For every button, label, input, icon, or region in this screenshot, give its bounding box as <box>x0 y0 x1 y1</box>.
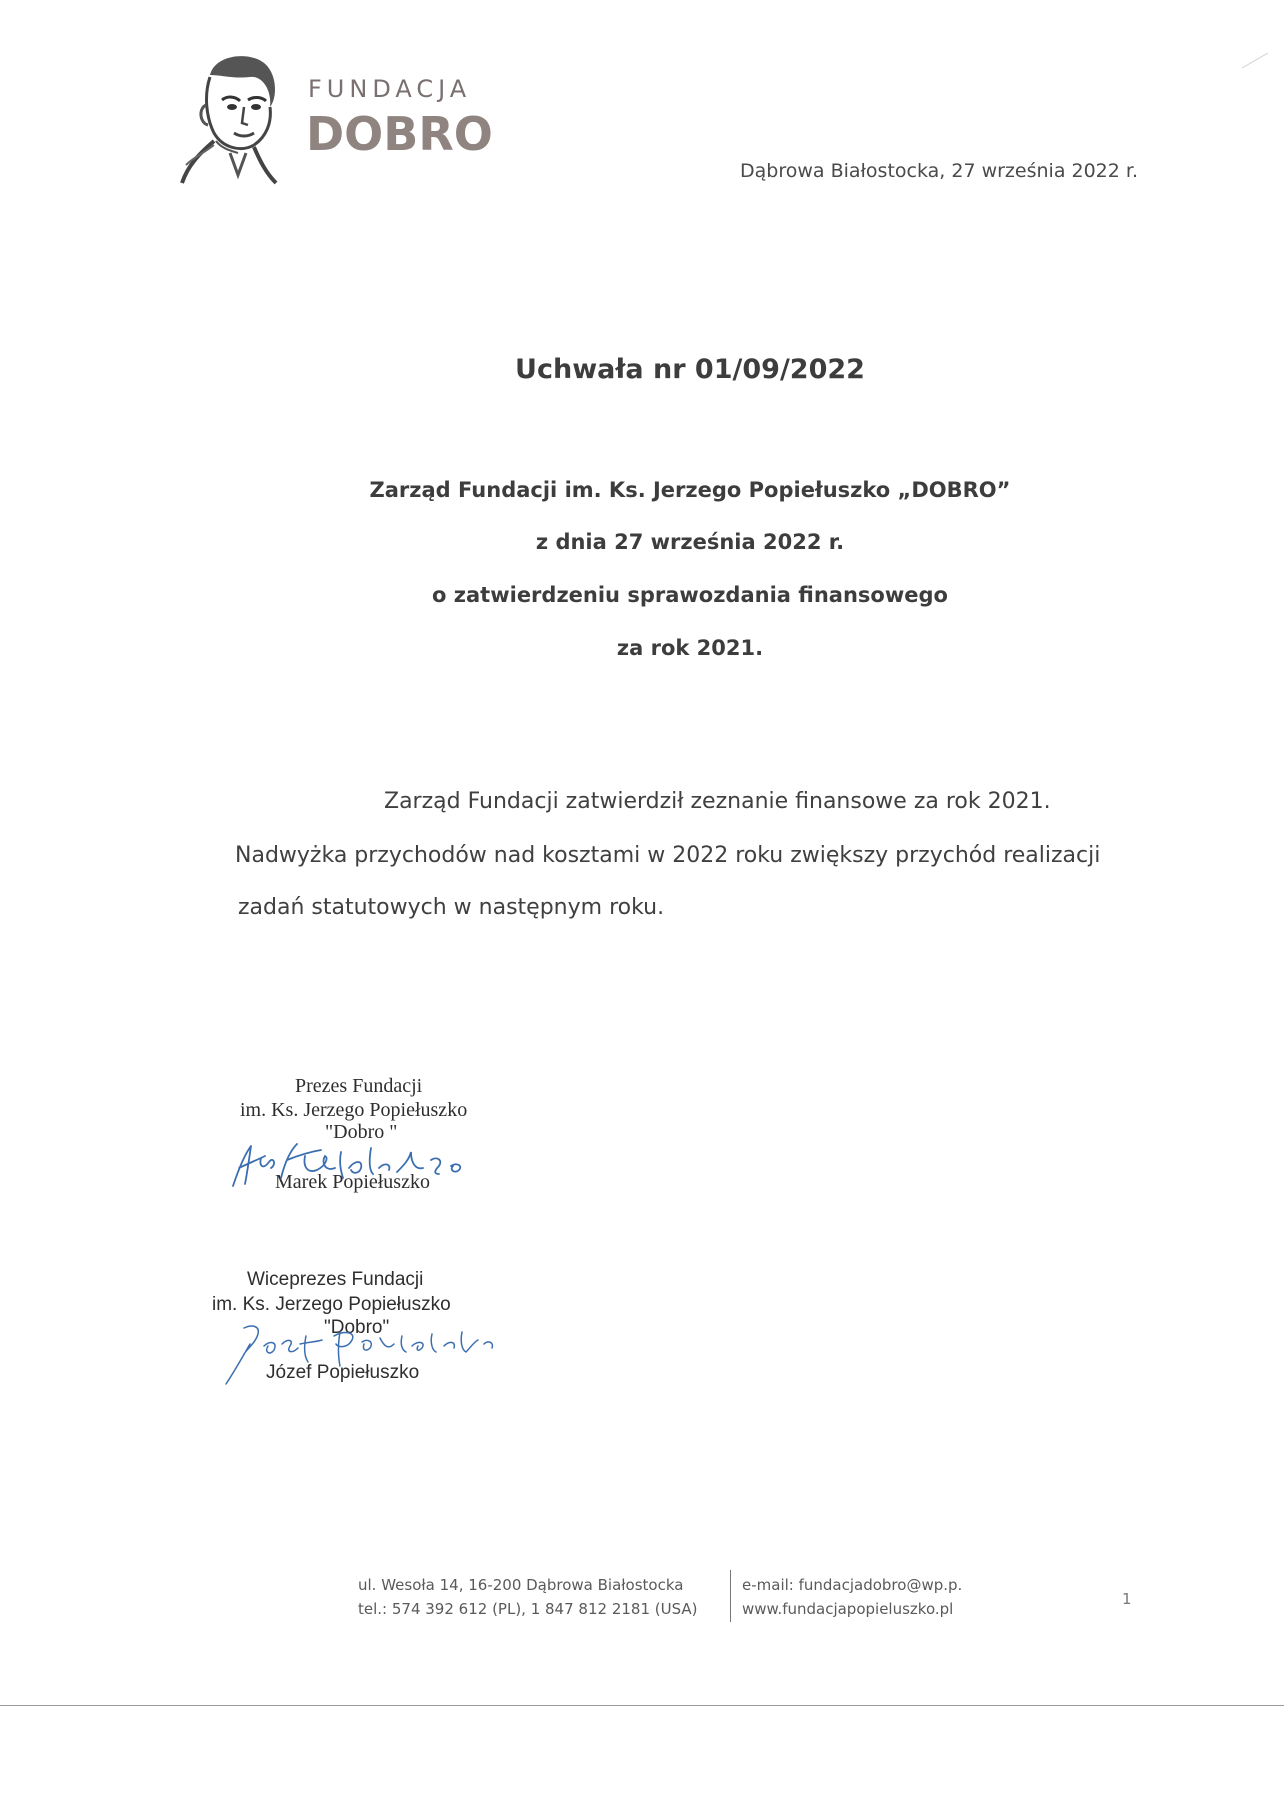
footer-phones: tel.: 574 392 612 (PL), 1 847 812 2181 (USA) <box>358 1600 698 1618</box>
logo-text-dobro: DOBRO <box>306 107 493 161</box>
resolution-title: Uchwała nr 01/09/2022 <box>515 354 865 385</box>
signature-role: Prezes Fundacji <box>295 1075 423 1097</box>
portrait-icon <box>180 45 290 185</box>
handwritten-signature-marek <box>225 1138 515 1193</box>
signature-organization: im. Ks. Jerzego Popiełuszko <box>240 1099 468 1121</box>
bottom-rule <box>0 1705 1284 1706</box>
foundation-logo <box>180 45 493 185</box>
handwritten-signature-jozef <box>222 1318 532 1388</box>
signature-organization-name: "Dobro" <box>324 1317 390 1338</box>
footer-email: e-mail: fundacjadobro@wp.p. <box>742 1576 963 1594</box>
subtitle-line: z dnia 27 września 2022 r. <box>535 530 845 554</box>
logo-text-fundacja: FUNDACJA <box>308 75 472 103</box>
body-paragraph-line: Nadwyżka przychodów nad kosztami w 2022 roku zwiększy przychód realizacji <box>235 843 1101 868</box>
subtitle-line: o zatwierdzeniu sprawozdania finansowego <box>432 583 948 607</box>
signature-name: Józef Popiełuszko <box>266 1362 420 1383</box>
page-number: 1 <box>1122 1590 1132 1608</box>
signature-name: Marek Popiełuszko <box>275 1171 430 1193</box>
body-paragraph-line: Zarząd Fundacji zatwierdził zeznanie finansowe za rok 2021. <box>384 789 1051 814</box>
signature-role: Wiceprezes Fundacji <box>247 1269 424 1290</box>
subtitle-line: za rok 2021. <box>616 636 764 660</box>
footer-divider <box>730 1570 731 1622</box>
body-paragraph-line: zadań statutowych w następnym roku. <box>238 895 665 920</box>
signature-organization-name: "Dobro " <box>325 1121 398 1143</box>
footer-address: ul. Wesoła 14, 16-200 Dąbrowa Białostocka <box>358 1576 684 1594</box>
footer-contact-address <box>358 1573 698 1621</box>
place-and-date: Dąbrowa Białostocka, 27 września 2022 r. <box>740 160 1138 182</box>
footer-contact-online <box>742 1573 962 1621</box>
subtitle-line: Zarząd Fundacji im. Ks. Jerzego Popiełuszko „DOBRO” <box>369 478 1011 502</box>
scan-mark <box>1242 53 1268 69</box>
footer-website: www.fundacjapopieluszko.pl <box>742 1600 954 1618</box>
signature-organization: im. Ks. Jerzego Popiełuszko <box>212 1294 451 1315</box>
